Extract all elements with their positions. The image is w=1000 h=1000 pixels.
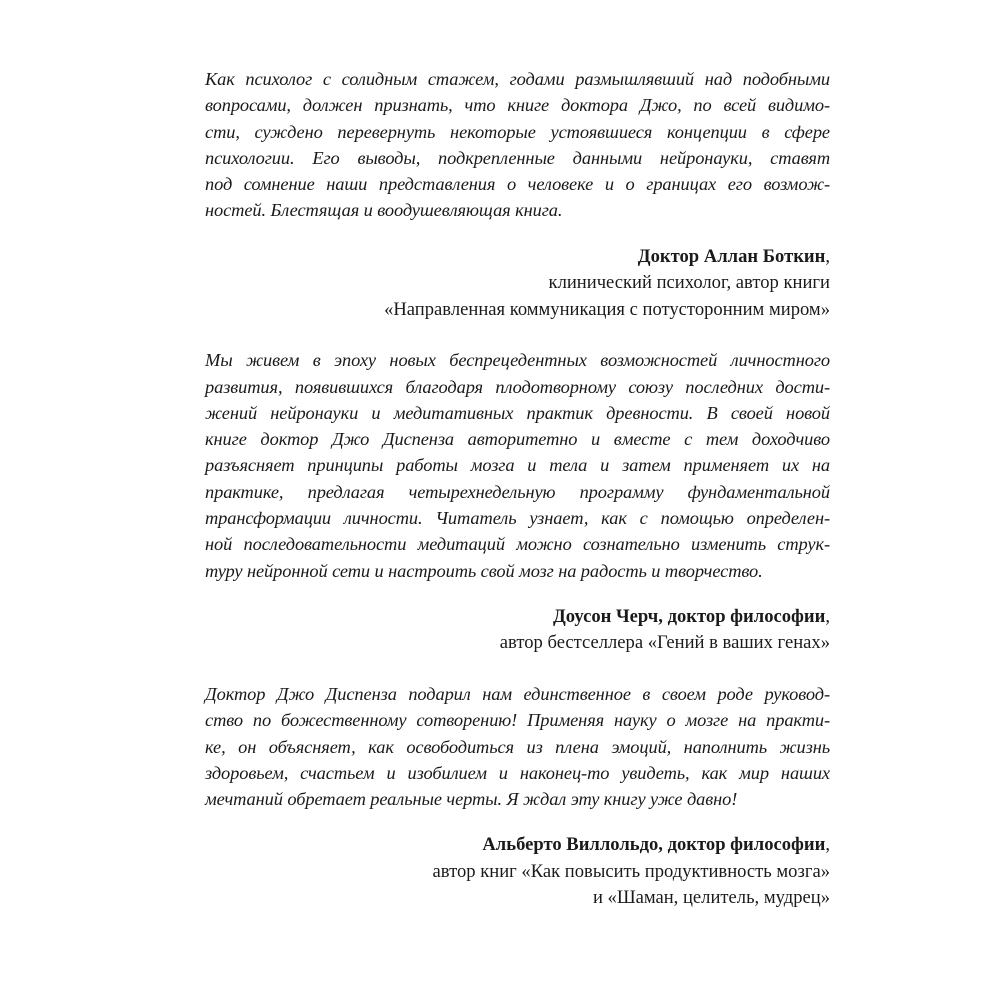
author-name-suffix: , [825, 834, 830, 856]
quote-line: здоровьем, счастьем и изобилием и наконец-то увидеть, как мир наших [205, 762, 830, 783]
quote-line: ной последовательности медитаций можно сознательно изменить струк- [205, 534, 830, 555]
quote-line: туру нейронной сети и настроить свой мозг на радость и творчество. [205, 560, 763, 581]
quote-line: под сомнение наши представления о человеке и о границах его возмож- [205, 174, 830, 195]
quote-line: Как психолог с солидным стажем, годами размышлявший над подобными [205, 69, 830, 89]
quote-line: практике, предлагая четырехнедельную программу фундаментальной [205, 481, 830, 502]
author-credential: «Направленная коммуникация с потусторонним миром» [384, 298, 830, 320]
author-name: Доктор Аллан Боткин [637, 245, 826, 267]
quote-line: разъясняет принципы работы мозга и тела и затем применяет их на [205, 455, 830, 476]
author-name: Доусон Черч, доктор философии [553, 605, 826, 627]
author-name-suffix: , [825, 605, 830, 627]
author-credential: автор книг «Как повысить продуктивность мозга» [432, 860, 830, 882]
testimonial-attribution-1 [205, 244, 830, 324]
author-name: Альберто Виллольдо, доктор философии [482, 834, 826, 856]
testimonial-quote-2 [205, 347, 830, 584]
testimonial-attribution-3 [205, 832, 830, 912]
testimonial-quote-3 [205, 681, 830, 812]
author-credential: клинический психолог, автор книги [548, 272, 830, 294]
quote-line: мечтаний обретает реальные черты. Я ждал эту книгу уже давно! [205, 789, 738, 810]
author-name-line [205, 244, 830, 271]
quote-line: сти, суждено перевернуть некоторые устоявшиеся концепции в сфере [205, 121, 830, 142]
author-credential: и «Шаман, целитель, мудрец» [592, 887, 830, 909]
quote-line: ностей. Блестящая и воодушевляющая книга. [205, 200, 563, 221]
quote-line: жений нейронауки и медитативных практик древности. В своей новой [205, 402, 830, 423]
quote-line: вопросами, должен признать, что книге доктора Джо, по всей видимо- [205, 95, 830, 116]
quote-line: трансформации личности. Читатель узнает, как с помощью определен- [205, 508, 830, 529]
quote-line: ство по божественному сотворению! Применяя науку о мозге на практи- [205, 710, 830, 731]
author-name-suffix: , [825, 245, 830, 267]
testimonial-attribution-2 [205, 604, 830, 657]
quote-line: развития, появившихся благодаря плодотворному союзу последних дости- [205, 376, 830, 397]
quote-line: Мы живем в эпоху новых беспрецедентных возможностей личностного [205, 350, 830, 371]
author-name-line [205, 604, 830, 631]
quote-line: Доктор Джо Диспенза подарил нам единственное в своем роде руковод- [205, 683, 830, 704]
quote-line: книге доктор Джо Диспенза авторитетно и вместе с тем доходчиво [205, 429, 830, 450]
quote-line: психологии. Его выводы, подкрепленные данными нейронауки, ставят [205, 147, 830, 168]
testimonial-quote-1 [205, 66, 830, 224]
author-name-line [205, 832, 830, 859]
author-credential: автор бестселлера «Гений в ваших генах» [499, 632, 830, 654]
testimonials-page [205, 66, 830, 912]
quote-line: ке, он объясняет, как освободиться из плена эмоций, наполнить жизнь [205, 736, 830, 757]
